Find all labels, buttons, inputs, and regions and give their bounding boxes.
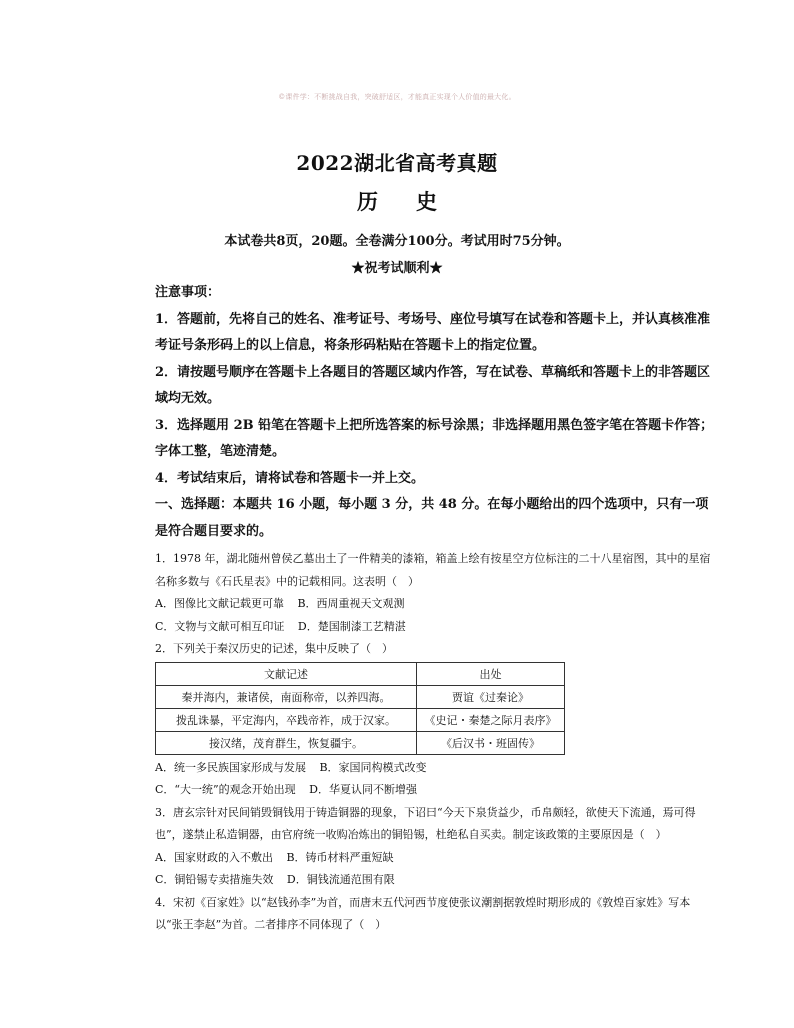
table-cell: 秦并海内，兼诸侯，南面称帝，以养四海。 (156, 685, 417, 708)
question-stem: 1．1978 年，湖北随州曾侯乙墓出土了一件精美的漆箱，箱盖上绘有按星空方位标注的二十八星宿图，其中的星宿名称多数与《石氏星表》中的记载相同。这表明（ ） (155, 552, 711, 588)
section-heading: 一、选择题：本题共 16 小题，每小题 3 分，共 48 分。在每小题给出的四个选项中，只有一项是符合题目要求的。 (155, 497, 709, 539)
exam-info: 本试卷共8页，20题。全卷满分100分。考试用时75分钟。 (224, 234, 570, 249)
table-row (156, 685, 565, 708)
options-row (155, 757, 715, 780)
option-d: D．华夏认同不断增强 (309, 783, 417, 796)
subject-title: 历史 (357, 189, 475, 214)
table-row (156, 708, 565, 731)
option-d: D．楚国制漆工艺精湛 (297, 619, 406, 633)
table-cell: 《史记・秦楚之际月表序》 (417, 708, 565, 731)
option-b: B．家国同构模式改变 (319, 760, 427, 774)
watermark-text: ©课件学：不断挑战自我，突破舒适区，才能真正实现个人价值的最大化。 (278, 93, 516, 101)
question-2 (155, 638, 715, 802)
exam-content (155, 280, 715, 937)
question-stem: 2．下列关于秦汉历史的记述，集中反映了（ ） (155, 642, 393, 655)
option-a: A．统一多民族国家形成与发展 (155, 760, 306, 774)
option-b: B．西周重视天文观测 (297, 597, 405, 610)
table-header: 出处 (417, 662, 565, 685)
question-stem: 3．唐玄宗针对民间销毁铜钱用于铸造铜器的现象，下诏曰“今天下泉货益少，币帛颇轻，欲使天下流通，焉可得也”，遂禁止私造铜器，由官府统一收购冶炼出的铜铅锡，杜绝私自买卖。制定该政策的主要原因是（ ） (155, 805, 696, 841)
option-c: C．文物与文献可相互印证 (155, 619, 285, 633)
table-cell: 《后汉书・班固传》 (417, 731, 565, 754)
question-4 (155, 892, 715, 937)
option-b: B．铸币材料严重短缺 (286, 850, 394, 864)
notice-item: 2．请按题号顺序在答题卡上各题目的答题区域内作答，写在试卷、草稿纸和答题卡上的非答题区域均无效。 (155, 364, 711, 406)
option-d: D．铜钱流通范围有限 (286, 873, 395, 886)
question-stem: 4．宋初《百家姓》以“赵钱孙李”为首，而唐末五代河西节度使张议潮割据敦煌时期形成的《敦煌百家姓》写本以“张王李赵”为首。二者排序不同体现了（ ） (155, 895, 691, 931)
table-cell: 贾谊《过秦论》 (417, 685, 565, 708)
notice-item: 3．选择题用 2B 铅笔在答题卡上把所选答案的标号涂黑；非选择题用黑色签字笔在答题卡作答；字体工整，笔迹清楚。 (155, 417, 714, 459)
options-row (155, 616, 715, 639)
option-a: A．图像比文献记载更可靠 (155, 597, 284, 610)
table-row (156, 731, 565, 754)
option-c: C．铜铅锡专卖措施失效 (155, 873, 274, 886)
notice-heading: 注意事项： (155, 285, 221, 300)
table-header: 文献记述 (156, 662, 417, 685)
options-row (155, 869, 715, 892)
options-row (155, 779, 715, 802)
exam-wish: ★祝考试顺利★ (351, 261, 443, 276)
exam-title: 2022湖北省高考真题 (296, 151, 498, 175)
table-cell: 接汉绪，茂育群生，恢复疆宇。 (156, 731, 417, 754)
notice-item: 1．答题前，先将自己的姓名、准考证号、考场号、座位号填写在试卷和答题卡上，并认真核准准考证号条形码上的以上信息，将条形码粘贴在答题卡上的指定位置。 (155, 311, 711, 353)
notice-item: 4．考试结束后，请将试卷和答题卡一并上交。 (155, 470, 425, 486)
question-1 (155, 548, 715, 638)
option-c: C．“大一统”的观念开始出现 (155, 783, 296, 796)
question-3 (155, 802, 715, 892)
option-a: A．国家财政的入不敷出 (155, 850, 273, 864)
options-row (155, 847, 715, 870)
source-table (155, 662, 565, 755)
table-header-row (156, 662, 565, 685)
options-row (155, 593, 715, 616)
table-cell: 拨乱诛暴，平定海内，卒践帝祚，成于汉家。 (156, 708, 417, 731)
notice-block (155, 280, 715, 545)
